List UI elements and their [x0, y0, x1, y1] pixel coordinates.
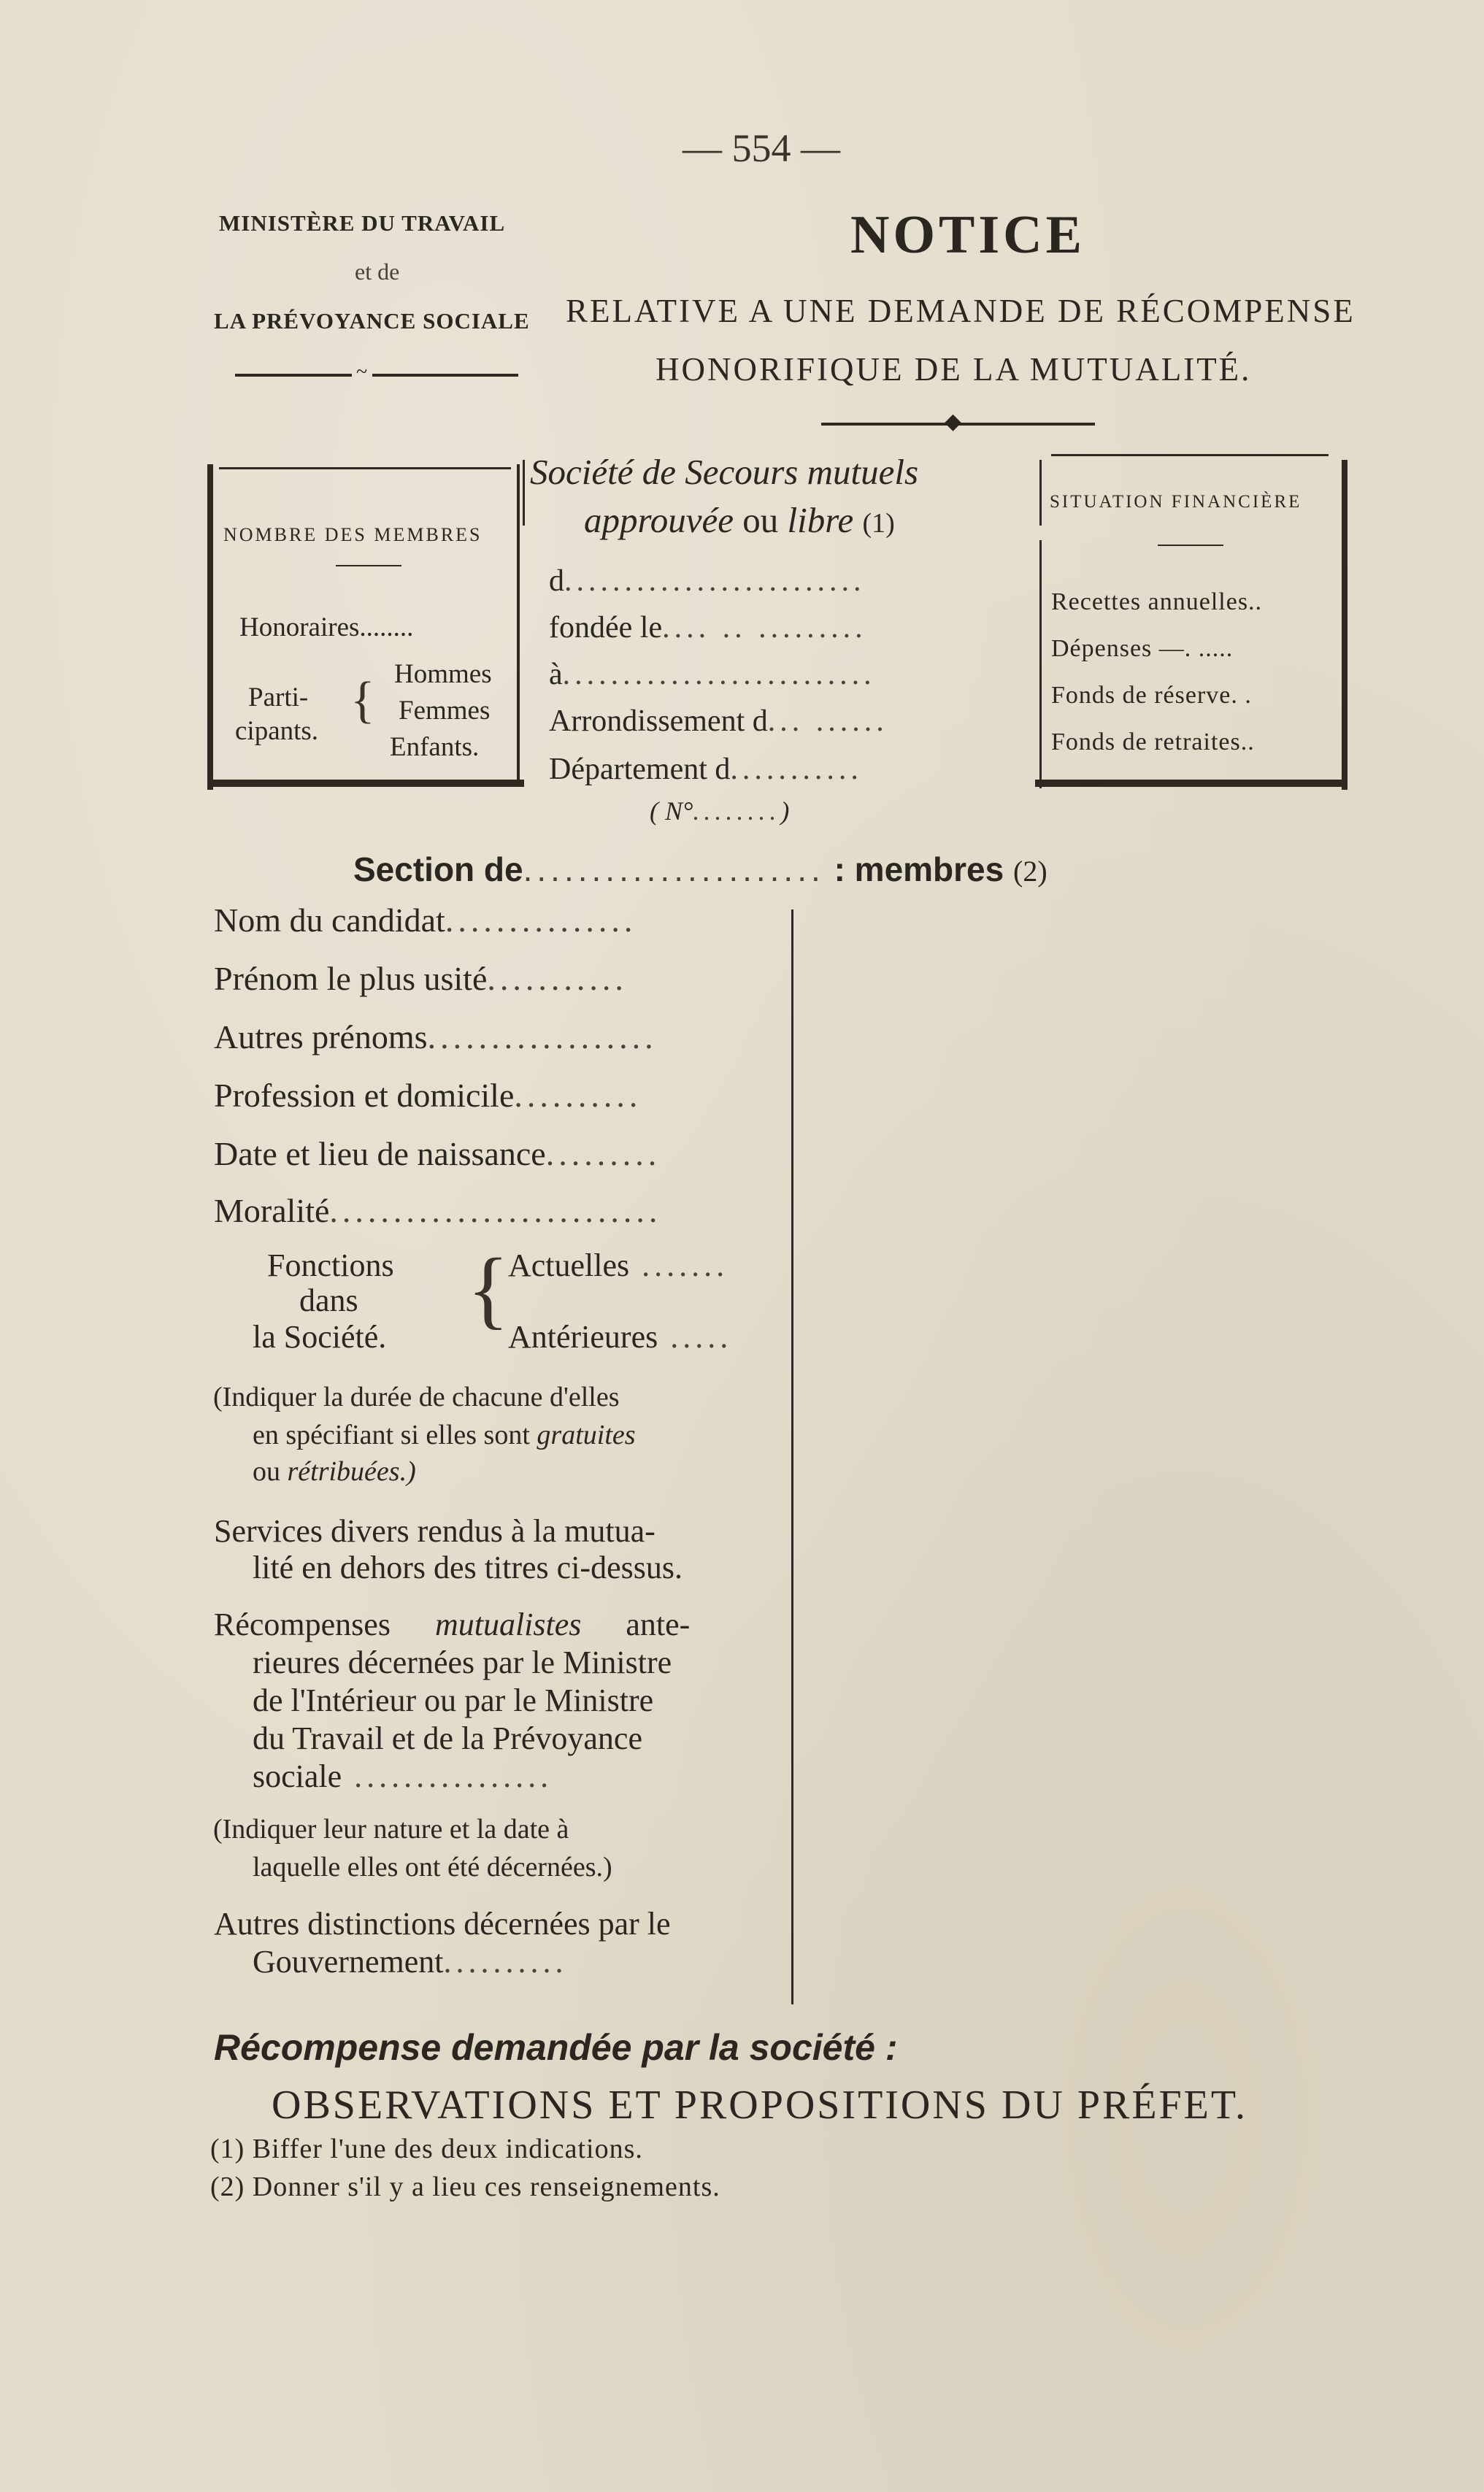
candidate-fields-vertical-rule	[791, 909, 793, 2004]
field-recompenses-1b: mutualistes	[434, 1607, 582, 1642]
field-services-1: Services divers rendus à la mutua-	[214, 1513, 656, 1549]
society-field-no-close: )	[780, 796, 790, 826]
finance-box-bottom-border	[1035, 780, 1347, 787]
field-recompenses-2: rieures décernées par le Ministre	[253, 1645, 672, 1680]
field-prenom-dots: ...........	[487, 960, 628, 997]
members-hommes: Hommes	[394, 659, 492, 689]
field-anterieures-label: Antérieures	[508, 1319, 658, 1355]
field-autres-distinctions-2-label: Gouvernement	[253, 1944, 444, 1980]
finance-fonds-reserve: Fonds de réserve. .	[1051, 682, 1252, 709]
field-nom-dots: ...............	[445, 901, 637, 939]
field-autres-distinctions-2-dots: ..........	[443, 1944, 568, 1980]
section-label: Section de	[353, 850, 523, 888]
field-anterieures-dots: .....	[658, 1319, 733, 1355]
field-actuelles-dots: .......	[629, 1247, 729, 1283]
note-indiquer-3	[253, 1455, 416, 1488]
society-ou: ou	[742, 500, 779, 540]
field-recompenses-5-label: sociale	[253, 1758, 342, 1794]
field-recompenses-1a: Récompenses	[214, 1607, 391, 1642]
members-femmes: Femmes	[399, 696, 491, 726]
notice-subtitle-line1: RELATIVE A UNE DEMANDE DE RÉCOMPENSE	[566, 293, 1356, 329]
notice-subtitle-line2: HONORIFIQUE DE LA MUTUALITÉ.	[656, 351, 1252, 388]
section-dots: ......................	[523, 850, 825, 888]
field-actuelles-label: Actuelles	[508, 1247, 630, 1283]
field-recompenses-1	[214, 1606, 690, 1643]
society-field-d-dots: .........................	[564, 564, 866, 598]
members-box-left-border	[207, 464, 213, 790]
society-libre: libre	[787, 500, 854, 540]
field-fonctions-1: Fonctions	[267, 1247, 394, 1283]
society-field-departement-label: Département d	[549, 753, 731, 786]
society-field-arrondissement-label: Arrondissement d	[549, 704, 768, 738]
ministry-line1: MINISTÈRE DU TRAVAIL	[219, 210, 506, 236]
footnote-2: (2) Donner s'il y a lieu ces renseignements.	[210, 2172, 720, 2202]
observations-heading: OBSERVATIONS ET PROPOSITIONS DU PRÉFET.	[272, 2083, 1247, 2128]
field-naissance-label: Date et lieu de naissance	[214, 1135, 546, 1172]
society-field-d	[549, 564, 866, 599]
notice-title: NOTICE	[850, 205, 1085, 265]
field-fonctions-2: dans	[299, 1282, 358, 1318]
field-nom	[214, 901, 637, 939]
fonctions-brace: {	[467, 1240, 510, 1337]
field-nom-label: Nom du candidat	[214, 901, 445, 939]
note-indiquer-2	[253, 1419, 636, 1451]
ministry-ornament-left	[235, 374, 352, 377]
note-indiquer-nature-1: (Indiquer leur nature et la date à	[213, 1814, 569, 1845]
members-enfants: Enfants.	[390, 732, 480, 762]
society-right-bar	[1039, 460, 1042, 526]
field-recompenses-5-dots: ................	[342, 1758, 553, 1794]
field-moralite-label: Moralité	[214, 1192, 330, 1229]
field-recompenses-4: du Travail et de la Prévoyance	[253, 1720, 642, 1756]
field-profession-dots: ..........	[514, 1077, 642, 1114]
note-indiquer-3b: rétribuées.)	[287, 1456, 416, 1487]
field-naissance	[214, 1134, 661, 1173]
society-note-ref: (1)	[862, 508, 895, 539]
field-fonctions-3: la Société.	[253, 1319, 387, 1355]
footnote-1: (1) Biffer l'une des deux indications.	[210, 2134, 643, 2164]
field-actuelles	[508, 1247, 728, 1284]
finance-box-title: SITUATION FINANCIÈRE	[1050, 492, 1302, 512]
finance-box-top-border	[1051, 454, 1329, 456]
society-title-line2	[584, 499, 895, 541]
society-field-arrondissement-dots: ... ......	[767, 704, 888, 738]
members-participants-2: cipants.	[235, 716, 319, 746]
section-note: (2)	[1013, 855, 1047, 888]
field-autres-prenoms-label: Autres prénoms	[214, 1018, 428, 1055]
field-recompenses-1c: ante-	[626, 1607, 691, 1642]
field-prenom	[214, 959, 628, 998]
field-profession	[214, 1076, 642, 1115]
field-recompenses-5	[253, 1758, 553, 1795]
field-autres-distinctions-1: Autres distinctions décernées par le	[214, 1906, 671, 1942]
society-field-a-dots: ..........................	[562, 658, 876, 691]
field-moralite	[214, 1191, 661, 1230]
ministry-ornament-center: ~	[356, 361, 368, 383]
title-ornament-center: ◆	[945, 409, 962, 434]
members-box-top-border	[219, 467, 511, 469]
note-indiquer-3a: ou	[253, 1456, 280, 1487]
field-anterieures	[508, 1318, 732, 1355]
finance-box-right-border	[1342, 460, 1347, 790]
members-participants-1: Parti-	[248, 682, 309, 712]
society-field-arrondissement	[549, 704, 888, 739]
society-field-a-label: à	[549, 658, 563, 691]
recompense-demandee: Récompense demandée par la société :	[214, 2027, 898, 2068]
finance-depenses: Dépenses —. .....	[1051, 635, 1234, 662]
members-brace: {	[350, 672, 375, 728]
society-field-d-label: d	[549, 564, 564, 598]
field-recompenses-3: de l'Intérieur ou par le Ministre	[253, 1683, 654, 1718]
ministry-ornament-right	[372, 374, 518, 377]
society-field-no	[650, 796, 789, 826]
finance-fonds-retraites: Fonds de retraites..	[1051, 728, 1255, 755]
society-title-line1: Société de Secours mutuels	[530, 452, 919, 492]
section-line	[353, 850, 1047, 889]
society-field-fondee-label: fondée le	[549, 611, 663, 645]
society-left-bar	[523, 460, 525, 526]
society-approuvee: approuvée	[584, 500, 734, 540]
society-field-a	[549, 657, 876, 692]
field-moralite-dots: ..........................	[329, 1192, 662, 1229]
field-autres-prenoms	[214, 1018, 658, 1056]
members-box-title: NOMBRE DES MEMBRES	[223, 524, 483, 545]
section-suffix: : membres	[834, 850, 1004, 888]
society-field-no-dots: ........	[693, 796, 781, 826]
society-field-departement	[549, 752, 863, 787]
finance-box-title-rule	[1158, 545, 1223, 546]
page-number: — 554 —	[683, 126, 840, 170]
field-autres-distinctions-2	[253, 1943, 567, 1980]
note-indiquer-2a: en spécifiant si elles sont	[253, 1420, 530, 1450]
field-autres-prenoms-dots: ..................	[427, 1018, 658, 1055]
finance-recettes: Recettes annuelles..	[1051, 588, 1263, 615]
members-box-bottom-border	[213, 780, 524, 787]
society-field-fondee	[549, 610, 867, 645]
members-box-title-rule	[336, 565, 401, 566]
ministry-line2: et de	[355, 258, 400, 285]
note-indiquer-nature-2: laquelle elles ont été décernées.)	[253, 1852, 612, 1883]
note-indiquer-2b: gratuites	[537, 1420, 636, 1450]
finance-box-left-border	[1039, 540, 1042, 788]
society-field-no-label: ( N°	[650, 796, 693, 826]
society-field-departement-dots: ...........	[730, 753, 863, 786]
note-indiquer-1: (Indiquer la durée de chacune d'elles	[213, 1382, 620, 1412]
ministry-line3: LA PRÉVOYANCE SOCIALE	[214, 308, 530, 334]
field-profession-label: Profession et domicile	[214, 1077, 515, 1114]
field-services-2: lité en dehors des titres ci-dessus.	[253, 1550, 683, 1585]
field-naissance-dots: .........	[545, 1135, 661, 1172]
members-honoraires: Honoraires........	[239, 612, 414, 642]
field-prenom-label: Prénom le plus usité	[214, 960, 488, 997]
society-field-fondee-dots: .... .. .........	[662, 611, 867, 645]
members-box-right-border	[517, 464, 520, 782]
